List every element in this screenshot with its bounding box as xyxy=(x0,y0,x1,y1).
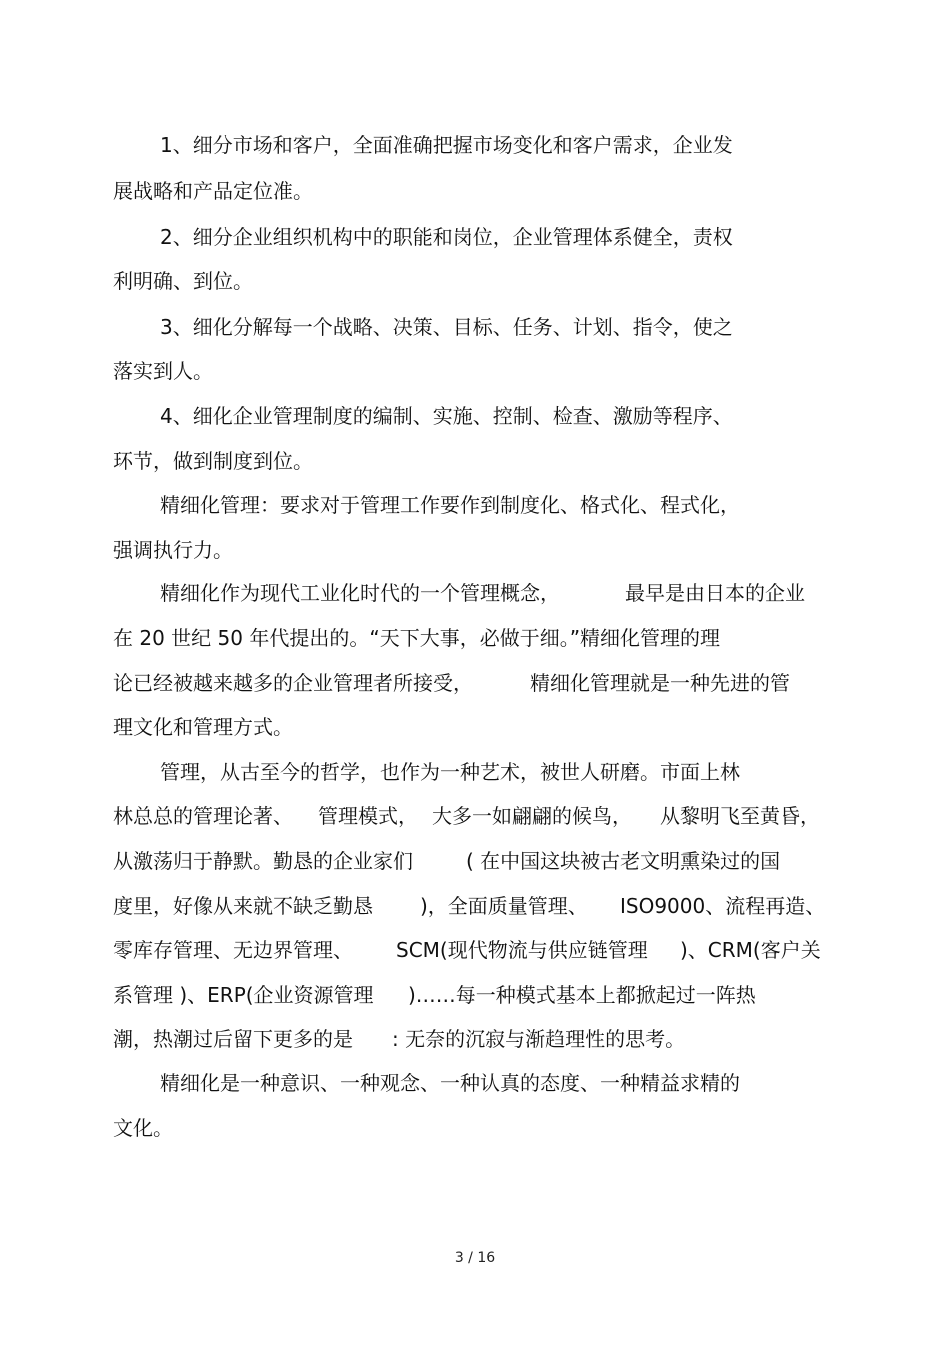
text-segment: 2、细分企业组织机构中的职能和岗位，企业管理体系健全，责权 xyxy=(160,225,733,249)
text-line xyxy=(0,891,950,921)
text-line xyxy=(0,712,950,742)
text-segment: )，全面质量管理、 xyxy=(420,894,588,918)
text-segment: )……每一种模式基本上都掀起过一阵热 xyxy=(408,983,756,1007)
text-line xyxy=(0,1113,950,1143)
text-line xyxy=(0,222,950,252)
text-segment: 大多一如翩翩的候鸟， xyxy=(432,804,632,828)
text-line xyxy=(0,312,950,342)
text-segment: : 无奈的沉寂与渐趋理性的思考。 xyxy=(392,1027,686,1051)
text-line xyxy=(0,535,950,565)
text-line xyxy=(0,1024,950,1054)
text-segment: 系管理 )、ERP(企业资源管理 xyxy=(113,983,374,1007)
text-segment: 零库存管理、无边界管理、 xyxy=(113,938,353,962)
text-segment: 强调执行力。 xyxy=(113,538,233,562)
text-segment: 林总总的管理论著、 xyxy=(113,804,293,828)
text-segment: 最早是由日本的企业 xyxy=(625,581,805,605)
text-line xyxy=(0,176,950,206)
text-line xyxy=(0,623,950,653)
text-segment: 从黎明飞至黄昏， xyxy=(660,804,820,828)
text-segment: 潮，热潮过后留下更多的是 xyxy=(113,1027,353,1051)
text-segment: 3、细化分解每一个战略、决策、目标、任务、计划、指令，使之 xyxy=(160,315,733,339)
text-line xyxy=(0,801,950,831)
text-segment: 管理模式， xyxy=(318,804,418,828)
text-line xyxy=(0,130,950,160)
text-segment: ISO9000、流程再造、 xyxy=(620,894,826,918)
text-segment: SCM(现代物流与供应链管理 xyxy=(396,938,648,962)
text-line xyxy=(0,356,950,386)
text-segment: 文化。 xyxy=(113,1116,173,1140)
text-line xyxy=(0,578,950,608)
text-segment: 1、细分市场和客户，全面准确把握市场变化和客户需求，企业发 xyxy=(160,133,733,157)
text-line xyxy=(0,980,950,1010)
text-line xyxy=(0,846,950,876)
text-line xyxy=(0,266,950,296)
text-segment: 从激荡归于静默。勤恳的企业家们 xyxy=(113,849,413,873)
text-segment: 论已经被越来越多的企业管理者所接受， xyxy=(113,671,473,695)
text-segment: 4、细化企业管理制度的编制、实施、控制、检查、激励等程序、 xyxy=(160,404,733,428)
text-segment: )、CRM(客户关 xyxy=(680,938,821,962)
text-segment: ( 在中国这块被古老文明熏染过的国 xyxy=(466,849,781,873)
text-segment: 精细化作为现代工业化时代的一个管理概念， xyxy=(160,581,560,605)
text-segment: 展战略和产品定位准。 xyxy=(113,179,313,203)
text-line xyxy=(0,757,950,787)
text-segment: 度里，好像从来就不缺乏勤恳 xyxy=(113,894,373,918)
text-segment: 精细化是一种意识、一种观念、一种认真的态度、一种精益求精的 xyxy=(160,1071,740,1095)
text-segment: 精细化管理就是一种先进的管 xyxy=(530,671,790,695)
text-segment: 落实到人。 xyxy=(113,359,213,383)
text-segment: 精细化管理：要求对于管理工作要作到制度化、格式化、程式化， xyxy=(160,493,740,517)
text-segment: 管理，从古至今的哲学，也作为一种艺术，被世人研磨。市面上林 xyxy=(160,760,740,784)
page-number: 3 / 16 xyxy=(454,1250,496,1266)
text-line xyxy=(0,446,950,476)
text-line xyxy=(0,935,950,965)
text-segment: 在 20 世纪 50 年代提出的。“天下大事，必做于细。”精细化管理的理 xyxy=(113,626,721,650)
text-line xyxy=(0,490,950,520)
text-segment: 理文化和管理方式。 xyxy=(113,715,293,739)
text-line xyxy=(0,1068,950,1098)
text-segment: 环节，做到制度到位。 xyxy=(113,449,313,473)
text-line xyxy=(0,668,950,698)
text-line xyxy=(0,401,950,431)
text-segment: 利明确、到位。 xyxy=(113,269,253,293)
